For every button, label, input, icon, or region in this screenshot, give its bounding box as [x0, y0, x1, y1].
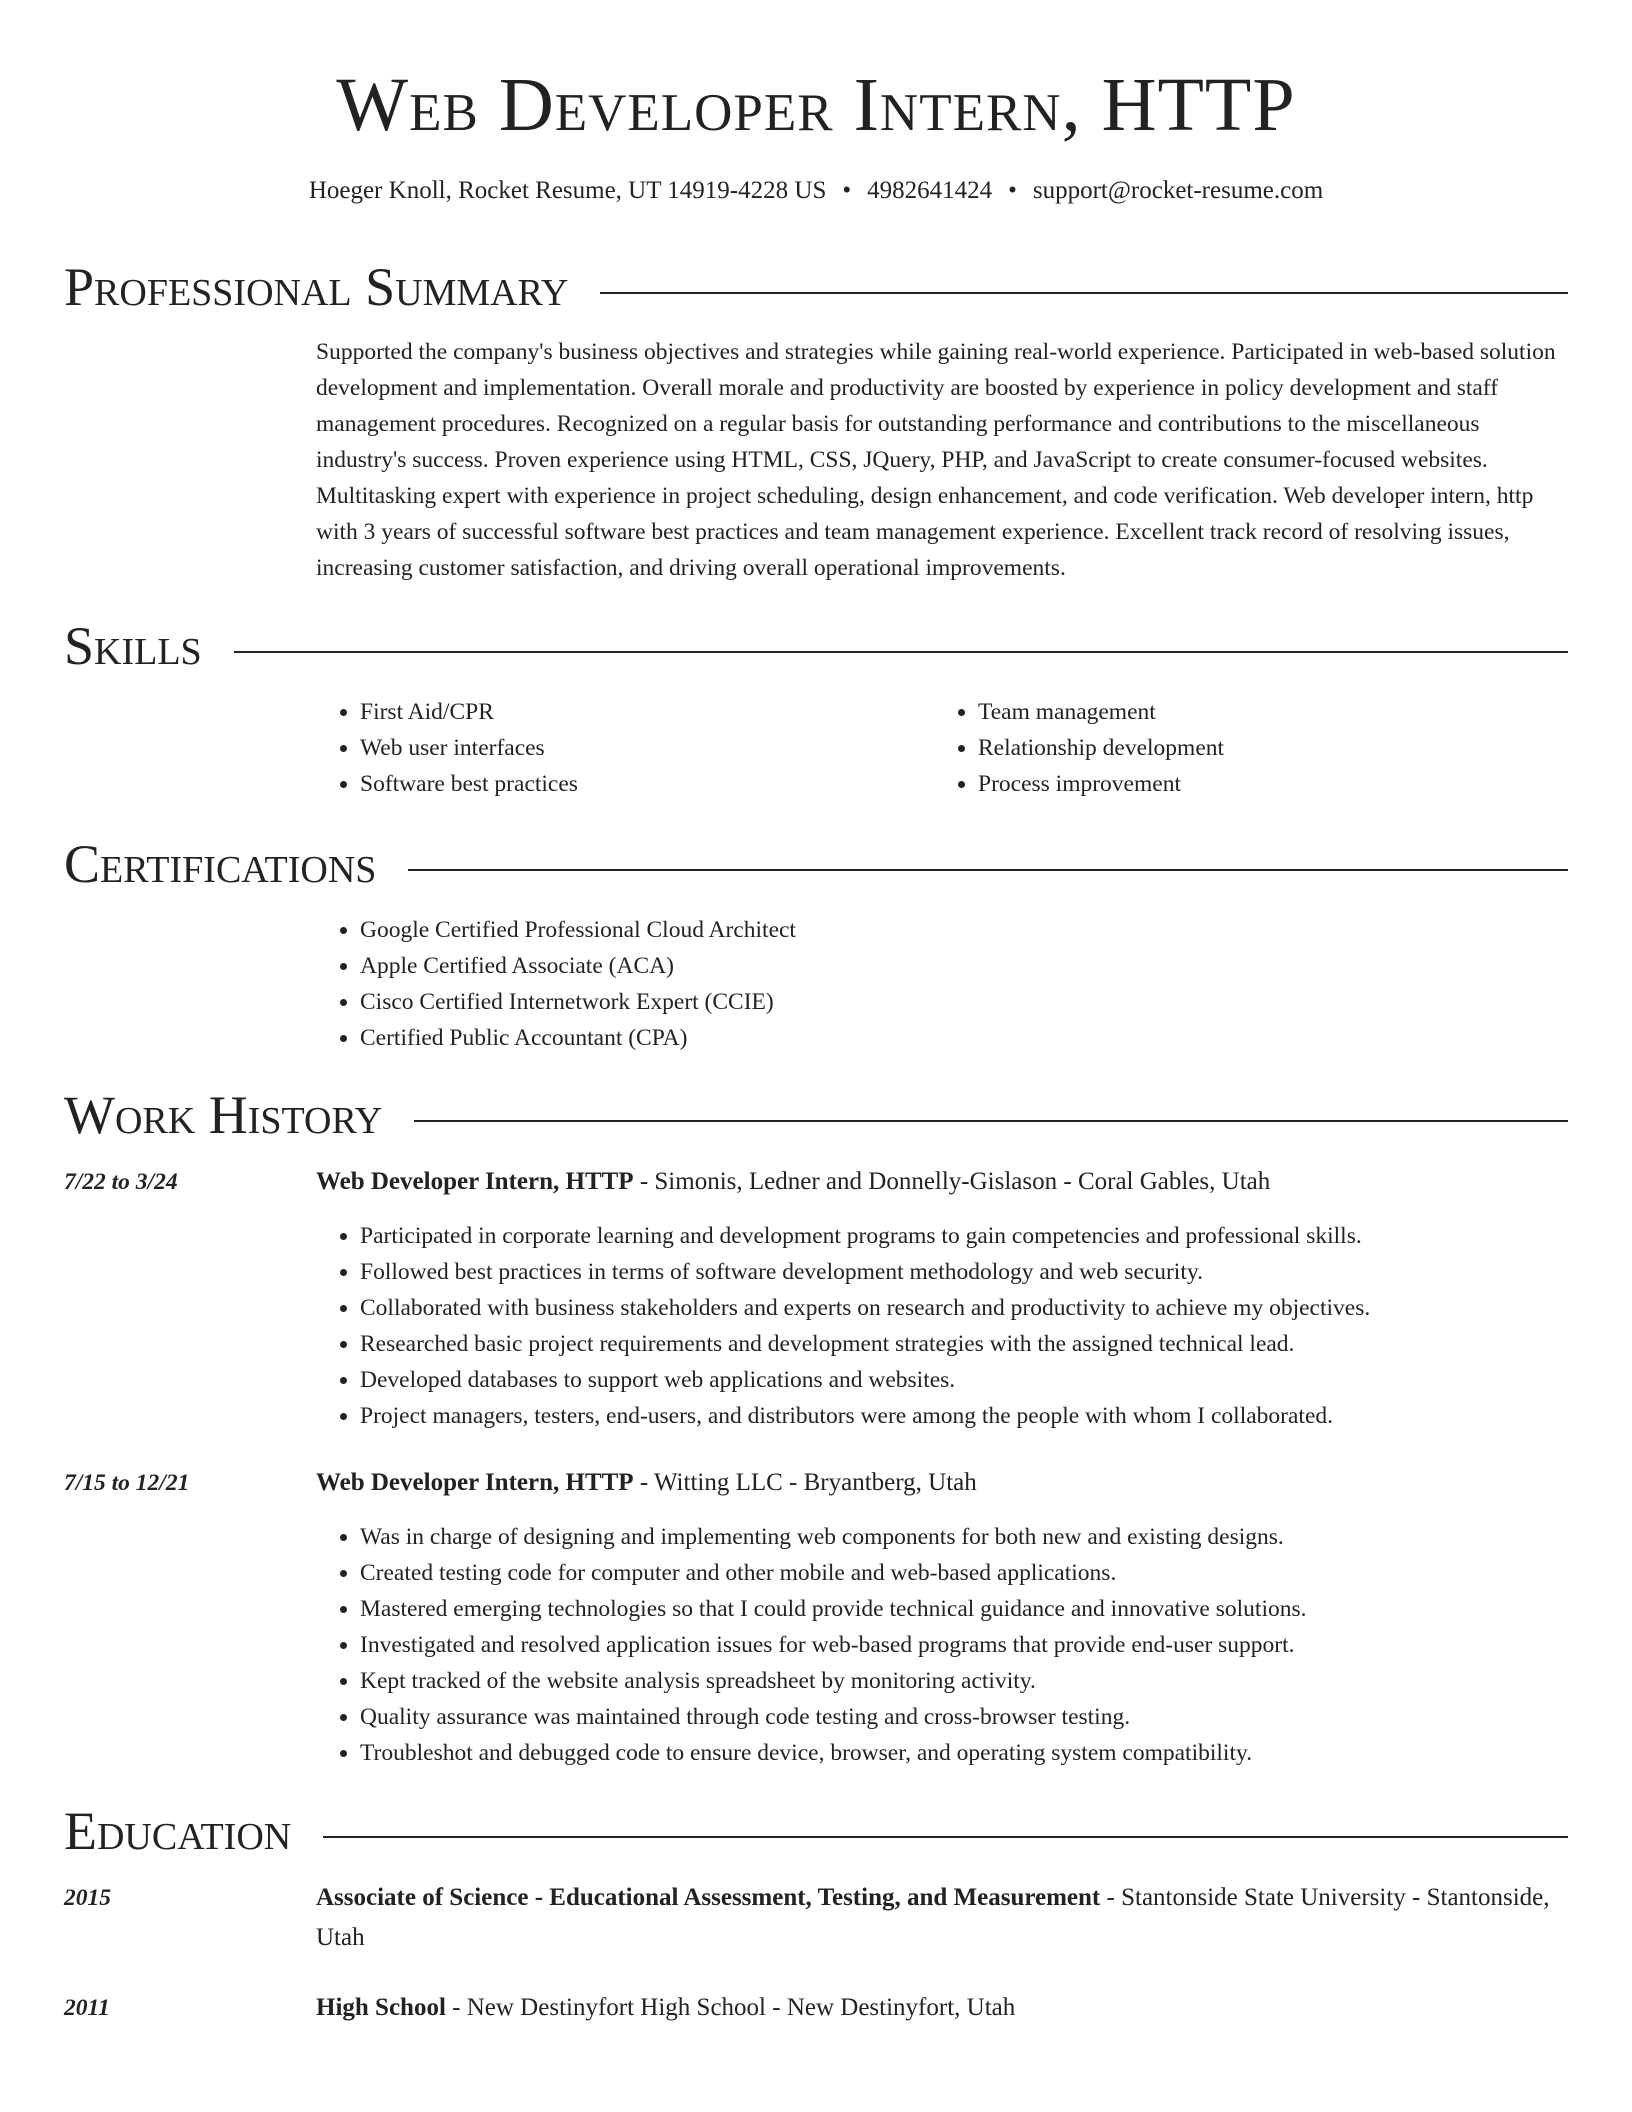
- contact-separator: •: [842, 177, 852, 204]
- job-bullet: • Researched basic project requirements and development strategies with the assigned technical lead.: [360, 1326, 1568, 1362]
- skills-column-right: [934, 694, 1552, 802]
- education-school-location: - New Destinyfort High School - New Destinyfort, Utah: [445, 1994, 1016, 2021]
- job-dates: 7/22 to 3/24: [64, 1169, 178, 1195]
- job-bullet: • Collaborated with business stakeholders and experts on research and productivity to achieve my objectives.: [360, 1290, 1568, 1326]
- job-entry: [316, 1164, 1568, 1200]
- job-employer-location: - Simonis, Ledner and Donnelly-Gislason - Coral Gables, Utah: [633, 1168, 1271, 1195]
- skill-item: • First Aid/CPR: [360, 694, 934, 730]
- skill-item: • Relationship development: [978, 730, 1552, 766]
- contact-phone: 4982641424: [867, 177, 993, 204]
- certification-item: • Cisco Certified Internetwork Expert (CCIE): [360, 984, 1568, 1020]
- certification-item: • Google Certified Professional Cloud Architect: [360, 912, 1568, 948]
- candidate-name: Web Developer Intern, HTTP: [336, 63, 1296, 147]
- job-bullet: • Mastered emerging technologies so that I could provide technical guidance and innovative solutions.: [360, 1591, 1568, 1627]
- job-bullets: [316, 1218, 1568, 1434]
- section-title-certifications: Certifications: [64, 834, 377, 894]
- skills-list: [316, 694, 1568, 802]
- section-divider: [234, 651, 1568, 653]
- education-entry: [316, 1988, 1568, 2028]
- job-bullet: • Developed databases to support web applications and websites.: [360, 1362, 1568, 1398]
- job-bullet: • Quality assurance was maintained through code testing and cross-browser testing.: [360, 1699, 1568, 1735]
- section-divider: [600, 292, 1568, 294]
- summary-text: Supported the company's business objectives and strategies while gaining real-world experience. Participated in web-based solution development and implementation. Overall morale and productivity are boosted by experience in policy development and staff management procedures. Recognized on a regular basis for outstanding performance and contributions to the miscellaneous industry's success. Proven experience using HTML, CSS, JQuery, PHP, and JavaScript to create consumer-focused websites. Multitasking expert with experience in project scheduling, design enhancement, and code verification. Web developer intern, http with 3 years of successful software best practices and team management experience. Excellent track record of resolving issues, increasing customer satisfaction, and driving overall operational improvements.: [316, 339, 1556, 581]
- education-line: [316, 1878, 1568, 1958]
- section-header-work-history: [64, 1080, 1568, 1146]
- job-bullet: • Participated in corporate learning and development programs to gain competencies and professional skills.: [360, 1218, 1568, 1254]
- job-bullet: • Investigated and resolved application issues for web-based programs that provide end-user support.: [360, 1627, 1568, 1663]
- job-employer-location: - Witting LLC - Bryantberg, Utah: [633, 1469, 977, 1496]
- summary-block: [316, 334, 1568, 586]
- skill-item: • Web user interfaces: [360, 730, 934, 766]
- contact-email[interactable]: support@rocket-resume.com: [1032, 177, 1324, 204]
- contact-line: [0, 175, 1632, 207]
- education-degree: Associate of Science - Educational Assessment, Testing, and Measurement: [316, 1884, 1101, 1911]
- job-bullet: • Was in charge of designing and implementing web components for both new and existing designs.: [360, 1519, 1568, 1555]
- job-bullet: • Troubleshot and debugged code to ensure device, browser, and operating system compatibility.: [360, 1735, 1568, 1771]
- education-year: 2011: [64, 1995, 110, 2021]
- job-bullet: • Created testing code for computer and other mobile and web-based applications.: [360, 1555, 1568, 1591]
- skill-item: • Software best practices: [360, 766, 934, 802]
- section-title-skills: Skills: [64, 616, 202, 676]
- section-title-education: Education: [64, 1801, 292, 1861]
- skill-item: • Process improvement: [978, 766, 1552, 802]
- contact-address: Hoeger Knoll, Rocket Resume, UT 14919-4228 US: [308, 177, 827, 204]
- education-entry: [316, 1878, 1568, 1958]
- job-role: Web Developer Intern, HTTP: [316, 1469, 634, 1496]
- job-bullets: [316, 1519, 1568, 1771]
- section-title-summary: Professional Summary: [64, 257, 569, 317]
- section-header-certifications: [64, 829, 1568, 895]
- job-entry: [316, 1465, 1568, 1501]
- job-bullet: • Followed best practices in terms of software development methodology and web security.: [360, 1254, 1568, 1290]
- section-title-work-history: Work History: [64, 1085, 383, 1145]
- section-divider: [323, 1836, 1568, 1838]
- section-header-education: [64, 1796, 1568, 1862]
- skill-item: • Team management: [978, 694, 1552, 730]
- section-header-skills: [64, 611, 1568, 677]
- certification-item: • Apple Certified Associate (ACA): [360, 948, 1568, 984]
- job-title-line: [316, 1164, 1568, 1200]
- section-divider: [414, 1120, 1568, 1122]
- job-dates: 7/15 to 12/21: [64, 1470, 190, 1496]
- education-degree: High School: [316, 1994, 446, 2021]
- contact-separator: •: [1008, 177, 1017, 204]
- education-line: [316, 1988, 1568, 2028]
- certification-item: • Certified Public Accountant (CPA): [360, 1020, 1568, 1056]
- job-title-line: [316, 1465, 1568, 1501]
- job-role: Web Developer Intern, HTTP: [316, 1168, 634, 1195]
- skills-column-left: [316, 694, 934, 802]
- section-divider: [408, 869, 1568, 871]
- education-year: 2015: [64, 1885, 111, 1911]
- certifications-list: [316, 912, 1568, 1056]
- education-school-location: - Stantonside State University - Stantonside, Utah: [316, 1884, 1550, 1951]
- job-bullet: • Project managers, testers, end-users, and distributors were among the people with whom I collaborated.: [360, 1398, 1568, 1434]
- section-header-summary: [64, 252, 1568, 318]
- job-bullet: • Kept tracked of the website analysis spreadsheet by monitoring activity.: [360, 1663, 1568, 1699]
